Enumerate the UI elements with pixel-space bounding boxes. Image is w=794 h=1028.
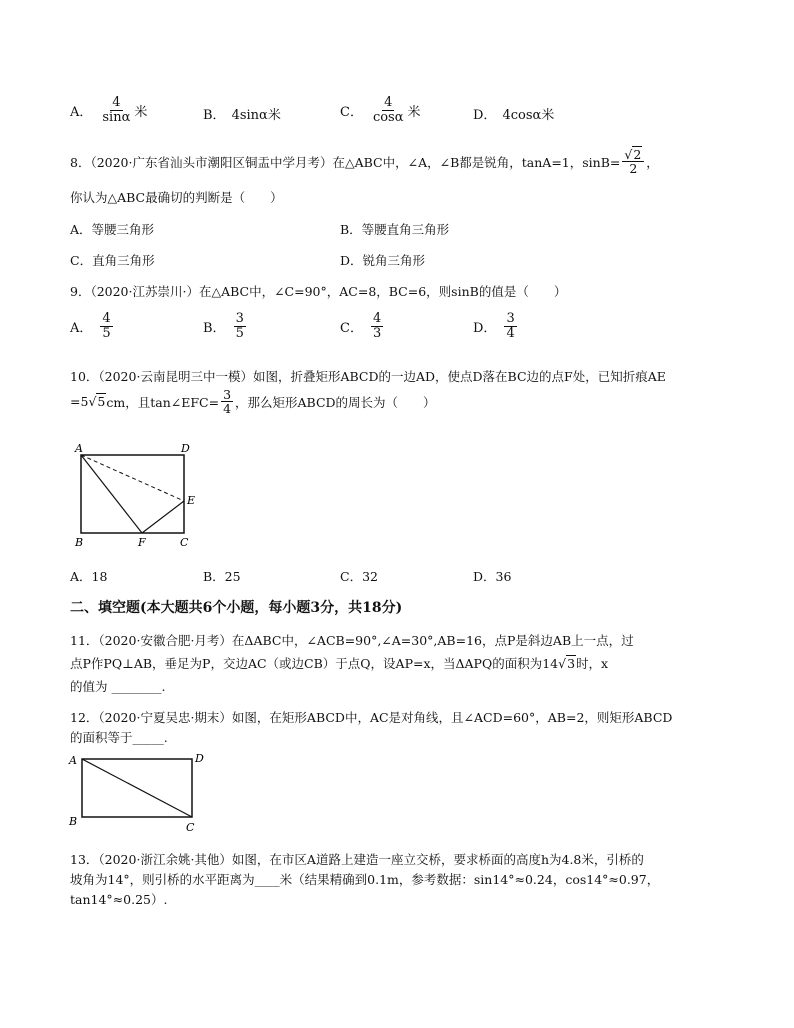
q13-stem-line2: 坡角为14°，则引桥的水平距离为____米（结果精确到0.1m，参考数据：sin14°≈0.24，cos14°≈0.97， — [70, 872, 660, 887]
q11-stem-line3: 的值为 ________. — [70, 679, 166, 694]
q10-stem-line1: 10．（2020·云南昆明三中一模）如图，折叠矩形ABCD的一边AD，使点D落在BC边的点F处，已知折痕AE — [70, 369, 666, 384]
q9-option-b: B． $\frac{3}{5}$ — [203, 311, 244, 341]
q13-stem-line1: 13．（2020·浙江余姚·其他）如图，在市区A道路上建造一座立交桥，要求桥面的高度h为4.8米，引桥的 — [70, 852, 644, 867]
q10-option-c: C．32 — [340, 569, 378, 584]
q10-label-d: D — [181, 442, 190, 455]
q9-option-d: D． $\frac{3}{4}$ — [473, 311, 515, 341]
q7-option-b: B． 4sinα米 — [203, 108, 281, 123]
q10-segment-af — [81, 455, 142, 533]
q12-label-c: C — [186, 821, 195, 834]
q8-stem-line2: 你认为△ABC最确切的判断是（ ） — [70, 190, 283, 205]
q12-rectangle-figure — [64, 748, 214, 836]
q7-c-fraction: $\frac{4}{\cos\alpha}$ — [372, 95, 404, 125]
q10-option-d: D．36 — [473, 569, 512, 584]
q8-option-c: C．直角三角形 — [70, 253, 155, 268]
q8-option-a: A．等腰三角形 — [70, 222, 155, 237]
q9-option-a: A． $\frac{4}{5}$ — [70, 311, 111, 341]
q10-label-b: B — [75, 536, 84, 549]
q8-option-d: D．锐角三角形 — [340, 253, 426, 268]
q8-stem-line1: 8．（2020·广东省汕头市潮阳区铜盂中学月考）在△ABC中，∠A，∠B都是锐角，tanA=1，sinB= $\frac{√2}{2}$ ， — [70, 147, 659, 177]
q10-rectangle-figure — [68, 438, 208, 550]
q10-segment-fe — [142, 501, 184, 533]
q10-label-a: A — [75, 442, 83, 455]
q8-option-b: B．等腰直角三角形 — [340, 222, 450, 237]
q7-option-a: A． $\frac{4}{\sin\alpha}$ 米 — [70, 95, 148, 125]
q8-sinb-fraction: $\frac{√2}{2}$ — [622, 148, 644, 175]
q12-label-d: D — [195, 752, 204, 765]
q10-option-a: A．18 — [70, 569, 108, 584]
q9-option-c: C． $\frac{4}{3}$ — [340, 311, 382, 341]
q7-a-fraction: $\frac{4}{\sin\alpha}$ — [102, 95, 131, 125]
q7-option-d: D． 4cosα米 — [473, 108, 555, 123]
q12-label-a: A — [69, 754, 77, 767]
q12-label-b: B — [69, 815, 78, 828]
q10-label-e: E — [187, 494, 196, 507]
section-2-heading: 二、填空题(本大题共6个小题，每小题3分，共18分) — [70, 600, 403, 616]
q7-option-c: C． $\frac{4}{\cos\alpha}$ 米 — [340, 95, 421, 125]
q11-stem-line2: 点P作PQ⊥AB，垂足为P，交边AC（或边CB）于点Q，设AP=x，当ΔAPQ的面积为14 √3 时，x — [70, 655, 609, 671]
q10-stem-line2: =5 √5 cm，且tan∠EFC= $\frac{3}{4}$ ，那么矩形ABCD的周长为（ ） — [70, 387, 436, 417]
q10-tan-fraction: $\frac{3}{4}$ — [223, 387, 232, 417]
q12-diagonal-ac — [82, 759, 192, 817]
q10-label-c: C — [180, 536, 189, 549]
q10-label-f: F — [138, 536, 146, 549]
q12-stem-line2: 的面积等于_____. — [70, 730, 168, 745]
q10-fold-ae — [81, 455, 184, 501]
q10-option-b: B．25 — [203, 569, 241, 584]
q12-stem-line1: 12．（2020·宁夏吴忠·期末）如图，在矩形ABCD中，AC是对角线，且∠ACD=60°，AB=2，则矩形ABCD — [70, 710, 673, 725]
q11-stem-line1: 11．（2020·安徽合肥·月考）在ΔABC中，∠ACB=90°,∠A=30°,AB=16，点P是斜边AB上一点，过 — [70, 633, 634, 648]
q9-stem: 9．（2020·江苏崇川·）在△ABC中，∠C=90°，AC=8，BC=6，则sinB的值是（ ） — [70, 284, 567, 299]
q13-stem-line3: tan14°≈0.25）. — [70, 892, 168, 907]
